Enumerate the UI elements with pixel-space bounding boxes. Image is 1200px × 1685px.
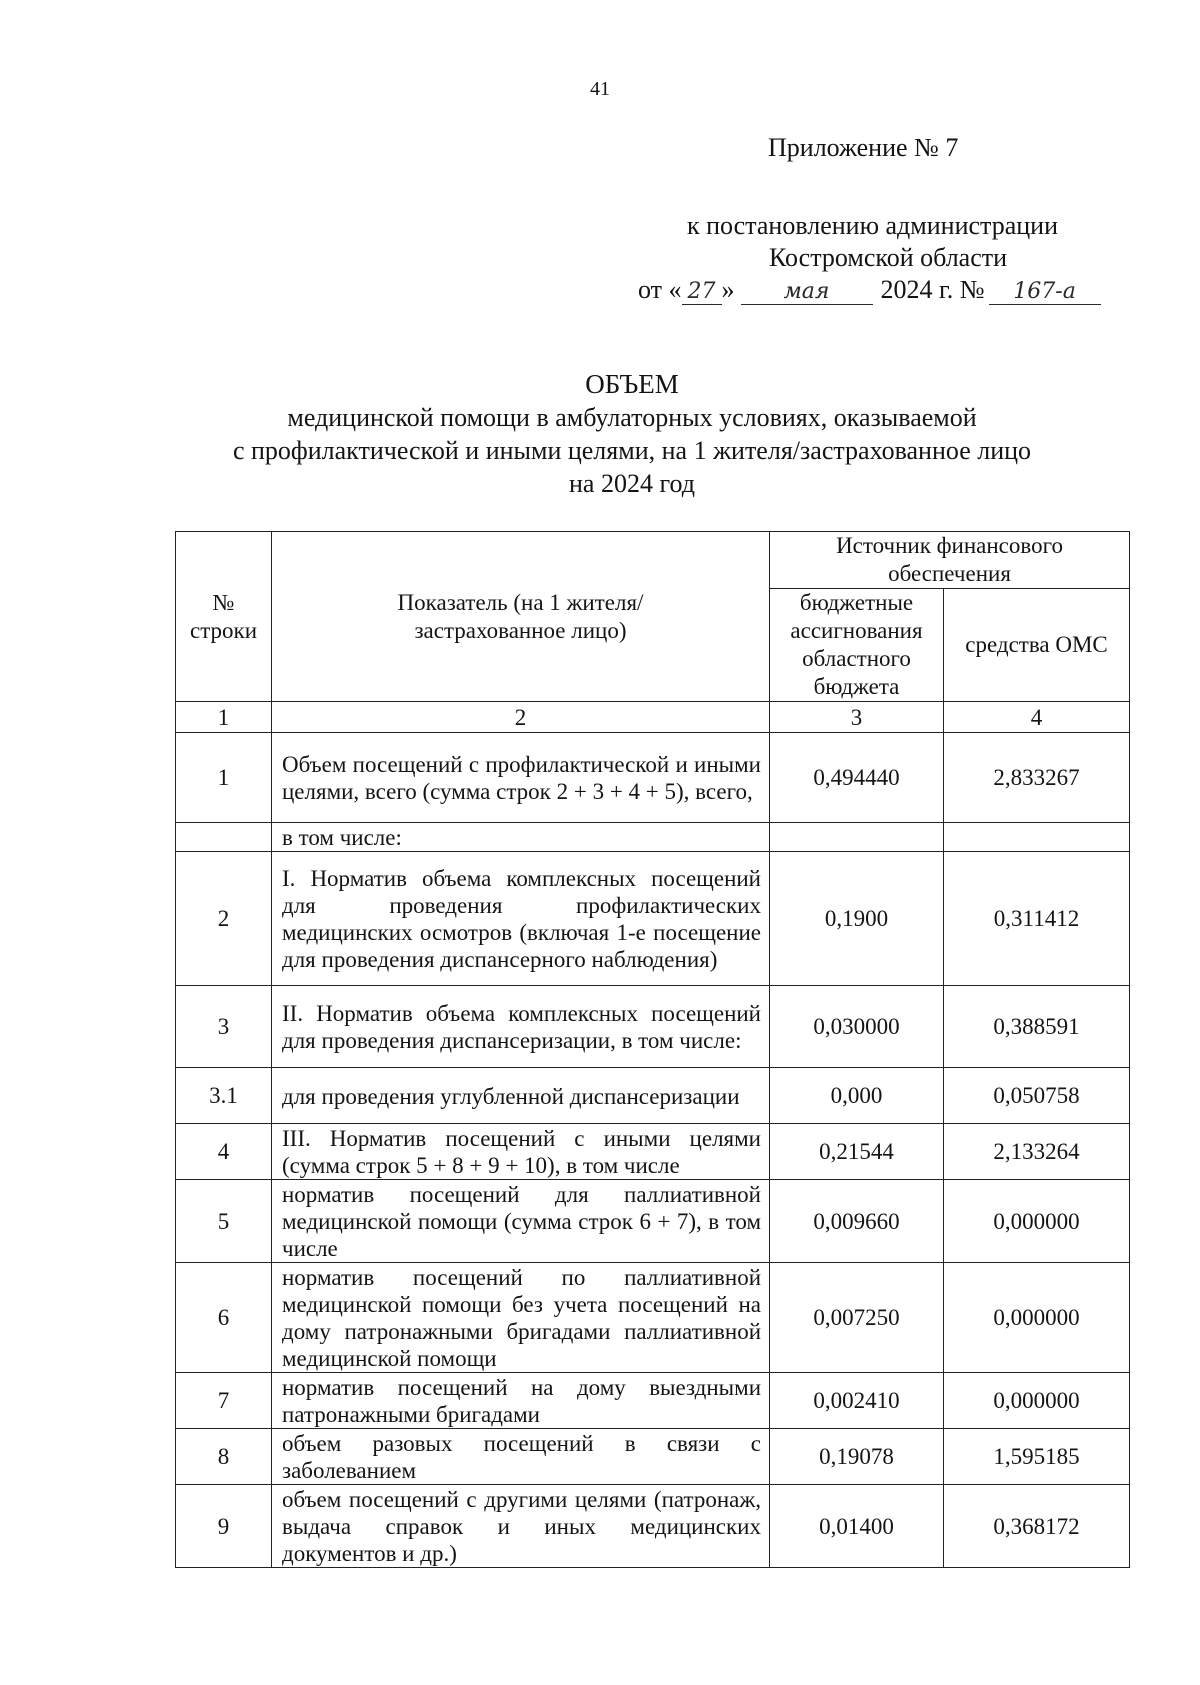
row-number-cell: 3.1 [176, 1068, 272, 1124]
header-budget: бюджетные ассигнования областного бюджета [770, 589, 944, 702]
table-row [176, 733, 1130, 823]
row-number-cell [176, 823, 272, 852]
header-financing-source: Источник финансового обеспечения [770, 532, 1130, 589]
column-index: 3 [770, 702, 944, 733]
oms-value-cell: 0,388591 [944, 986, 1130, 1068]
table-row [176, 1124, 1130, 1180]
indicator-cell: объем разовых посещений в связи с заболеванием [272, 1429, 770, 1485]
volume-table [175, 531, 1130, 1568]
budget-value-cell: 0,000 [770, 1068, 944, 1124]
title-line-2: с профилактической и иными целями, на 1 жителя/застрахованное лицо [232, 436, 1032, 465]
decree-line-2: Костромской области [768, 243, 1008, 272]
budget-value-cell: 0,1900 [770, 852, 944, 986]
indicator-cell: II. Норматив объема комплексных посещений для проведения диспансеризации, в том числе: [272, 986, 770, 1068]
indicator-cell: норматив посещений для паллиативной медицинской помощи (сумма строк 6 + 7), в том числе [272, 1180, 770, 1263]
row-number-cell: 3 [176, 986, 272, 1068]
handwritten-day: 27 [682, 280, 722, 305]
document-title [170, 368, 1094, 500]
row-number-cell: 8 [176, 1429, 272, 1485]
header-oms: средства ОМС [944, 589, 1130, 702]
row-number-cell: 6 [176, 1263, 272, 1373]
budget-value-cell: 0,21544 [770, 1124, 944, 1180]
decree-reference [638, 210, 1098, 306]
indicator-cell: норматив посещений на дому выездными патронажными бригадами [272, 1373, 770, 1429]
column-index: 1 [176, 702, 272, 733]
appendix-label: Приложение № 7 [768, 133, 959, 162]
indicator-cell: в том числе: [272, 823, 770, 852]
decree-from-label: от « [638, 275, 682, 304]
indicator-cell: Объем посещений с профилактической и иными целями, всего (сумма строк 2 + 3 + 4 + 5), всего, [272, 733, 770, 823]
oms-value-cell: 0,000000 [944, 1263, 1130, 1373]
budget-value-cell: 0,030000 [770, 986, 944, 1068]
decree-year-label: 2024 г. № [880, 275, 985, 304]
table-row [176, 1429, 1130, 1485]
table-row [176, 986, 1130, 1068]
oms-value-cell: 0,368172 [944, 1485, 1130, 1568]
page-number: 41 [590, 78, 610, 100]
row-number-cell: 1 [176, 733, 272, 823]
indicator-cell: для проведения углубленной диспансеризации [272, 1068, 770, 1124]
budget-value-cell: 0,009660 [770, 1180, 944, 1263]
row-number-cell: 2 [176, 852, 272, 986]
handwritten-decree-number: 167-а [989, 280, 1101, 305]
indicator-cell: I. Норматив объема комплексных посещений для проведения профилактических медицинских осмотров (включая 1-е посещение для проведения диспансерного наблюдения) [272, 852, 770, 986]
oms-value-cell: 0,050758 [944, 1068, 1130, 1124]
budget-value-cell [770, 823, 944, 852]
row-number-cell: 4 [176, 1124, 272, 1180]
table-row [176, 1180, 1130, 1263]
oms-value-cell: 1,595185 [944, 1429, 1130, 1485]
column-index-row [176, 702, 1130, 733]
indicator-cell: III. Норматив посещений с иными целями (сумма строк 5 + 8 + 9 + 10), в том числе [272, 1124, 770, 1180]
budget-value-cell: 0,002410 [770, 1373, 944, 1429]
table-row [176, 1485, 1130, 1568]
title-line-3: на 2024 год [569, 469, 695, 498]
budget-value-cell: 0,19078 [770, 1429, 944, 1485]
column-index: 2 [272, 702, 770, 733]
budget-value-cell: 0,007250 [770, 1263, 944, 1373]
oms-value-cell: 0,000000 [944, 1180, 1130, 1263]
header-row-number: № строки [176, 532, 272, 702]
indicator-cell: норматив посещений по паллиативной медицинской помощи без учета посещений на дому патронажными бригадами паллиативной медицинской помощи [272, 1263, 770, 1373]
handwritten-month: мая [741, 280, 873, 305]
row-number-cell: 7 [176, 1373, 272, 1429]
budget-value-cell: 0,01400 [770, 1485, 944, 1568]
decree-line-1: к постановлению администрации [686, 211, 1058, 240]
decree-close-quote: » [721, 275, 735, 304]
budget-value-cell: 0,494440 [770, 733, 944, 823]
table-row [176, 1068, 1130, 1124]
indicator-cell: объем посещений с другими целями (патронаж, выдача справок и иных медицинских документов и др.) [272, 1485, 770, 1568]
column-index: 4 [944, 702, 1130, 733]
table-row [176, 1263, 1130, 1373]
table-row [176, 852, 1130, 986]
row-number-cell: 9 [176, 1485, 272, 1568]
title-line-1: медицинской помощи в амбулаторных условиях, оказываемой [287, 403, 977, 432]
oms-value-cell: 0,000000 [944, 1373, 1130, 1429]
table-row [176, 1373, 1130, 1429]
header-indicator: Показатель (на 1 жителя/застрахованное лицо) [272, 532, 770, 702]
oms-value-cell: 0,311412 [944, 852, 1130, 986]
decree-date-line [638, 274, 1098, 306]
title-main: ОБЪЕМ [585, 369, 679, 399]
oms-value-cell [944, 823, 1130, 852]
row-number-cell: 5 [176, 1180, 272, 1263]
oms-value-cell: 2,133264 [944, 1124, 1130, 1180]
table-row [176, 823, 1130, 852]
oms-value-cell: 2,833267 [944, 733, 1130, 823]
